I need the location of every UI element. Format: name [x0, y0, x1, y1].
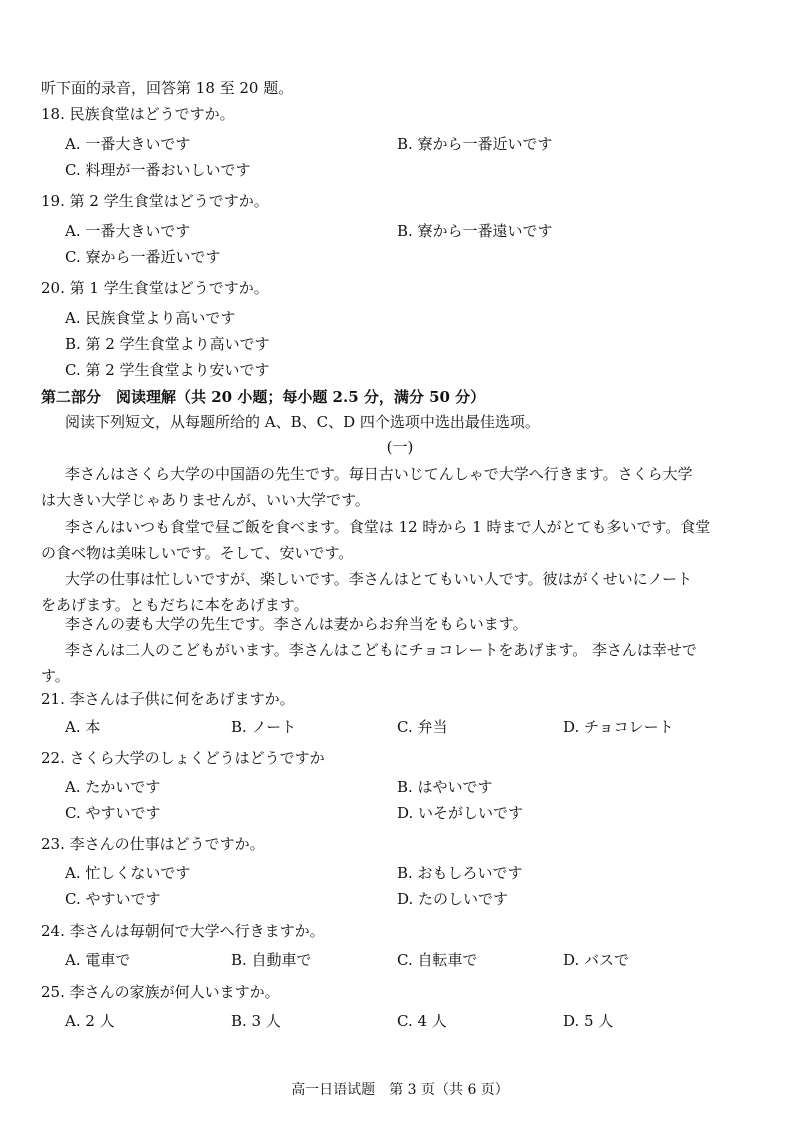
passage-line-8: 李さんは二人のこどもがいます。李さんはこどもにチョコレートをあげます。 李さんは幸せで — [65, 641, 697, 659]
question-19-option-c: C. 寮から一番近いです — [65, 248, 221, 266]
question-18-option-b: B. 寮から一番近いです — [397, 135, 553, 153]
listening-instruction: 听下面的录音，回答第 18 至 20 题。 — [41, 79, 294, 97]
question-20-stem: 20. 第 1 学生食堂はどうですか。 — [41, 279, 269, 297]
passage-line-1: 李さんはさくら大学の中国語の先生です。毎日古いじてんしゃで大学へ行きます。さくら大学 — [65, 465, 693, 483]
question-24-option-a: A. 電車で — [65, 951, 131, 969]
passage-line-7: 李さんの妻も大学の先生です。李さんは妻からお弁当をもらいます。 — [65, 615, 528, 633]
question-23-option-b: B. おもしろいです — [397, 864, 523, 882]
passage-line-2: は大きい大学じゃありませんが、いい大学です。 — [41, 491, 370, 509]
part-two-heading: 第二部分 阅读理解（共 20 小题；每小题 2.5 分，满分 50 分） — [41, 388, 486, 406]
page-footer: 高一日语试题 第 3 页（共 6 页） — [291, 1082, 509, 1098]
question-21-stem: 21. 李さんは子供に何をあげますか。 — [41, 690, 295, 708]
question-25-option-d: D. 5 人 — [563, 1012, 614, 1030]
question-24-stem: 24. 李さんは毎朝何で大学へ行きますか。 — [41, 922, 325, 940]
question-23-stem: 23. 李さんの仕事はどうですか。 — [41, 835, 265, 853]
question-22-stem: 22. さくら大学のしょくどうはどうですか — [41, 749, 325, 767]
question-18-option-c: C. 料理が一番おいしいです — [65, 161, 251, 179]
question-22-option-a: A. たかいです — [65, 778, 161, 796]
question-22-option-b: B. はやいです — [397, 778, 493, 796]
question-18-stem: 18. 民族食堂はどうですか。 — [41, 105, 235, 123]
question-19-stem: 19. 第 2 学生食堂はどうですか。 — [41, 192, 269, 210]
question-21-option-d: D. チョコレート — [563, 718, 674, 736]
question-22-option-d: D. いそがしいです — [397, 804, 524, 822]
passage-line-5: 大学の仕事は忙しいですが、楽しいです。李さんはとてもいい人です。彼はがくせいにノート — [65, 570, 693, 588]
question-19-option-a: A. 一番大きいです — [65, 222, 191, 240]
question-21-option-a: A. 本 — [65, 718, 101, 736]
question-23-option-a: A. 忙しくないです — [65, 864, 191, 882]
section-number: (一) — [386, 438, 414, 456]
question-25-option-b: B. 3 人 — [231, 1012, 281, 1030]
passage-line-9: す。 — [41, 667, 70, 685]
passage-line-6: をあげます。ともだちに本をあげます。 — [41, 596, 309, 614]
question-21-option-b: B. ノート — [231, 718, 297, 736]
question-20-option-c: C. 第 2 学生食堂より安いです — [65, 361, 270, 379]
question-24-option-d: D. バスで — [563, 951, 630, 969]
question-25-option-a: A. 2 人 — [65, 1012, 115, 1030]
question-23-option-d: D. たのしいです — [397, 890, 509, 908]
reading-instruction: 阅读下列短文，从每题所给的 A、B、C、D 四个选项中选出最佳选项。 — [65, 413, 540, 431]
question-23-option-c: C. やすいです — [65, 890, 161, 908]
question-24-option-c: C. 自転車で — [397, 951, 478, 969]
passage-line-4: の食べ物は美味しいです。そして、安いです。 — [41, 544, 354, 562]
question-22-option-c: C. やすいです — [65, 804, 161, 822]
question-25-option-c: C. 4 人 — [397, 1012, 447, 1030]
question-21-option-c: C. 弁当 — [397, 718, 448, 736]
passage-line-3: 李さんはいつも食堂で昼ご飯を食べます。食堂は 12 時から 1 時まで人がとても多いです。食堂 — [65, 518, 711, 536]
question-25-stem: 25. 李さんの家族が何人いますか。 — [41, 983, 280, 1001]
question-24-option-b: B. 自動車で — [231, 951, 312, 969]
question-18-option-a: A. 一番大きいです — [65, 135, 191, 153]
question-20-option-a: A. 民族食堂より高いです — [65, 309, 236, 327]
question-20-option-b: B. 第 2 学生食堂より高いです — [65, 335, 270, 353]
question-19-option-b: B. 寮から一番遠いです — [397, 222, 553, 240]
